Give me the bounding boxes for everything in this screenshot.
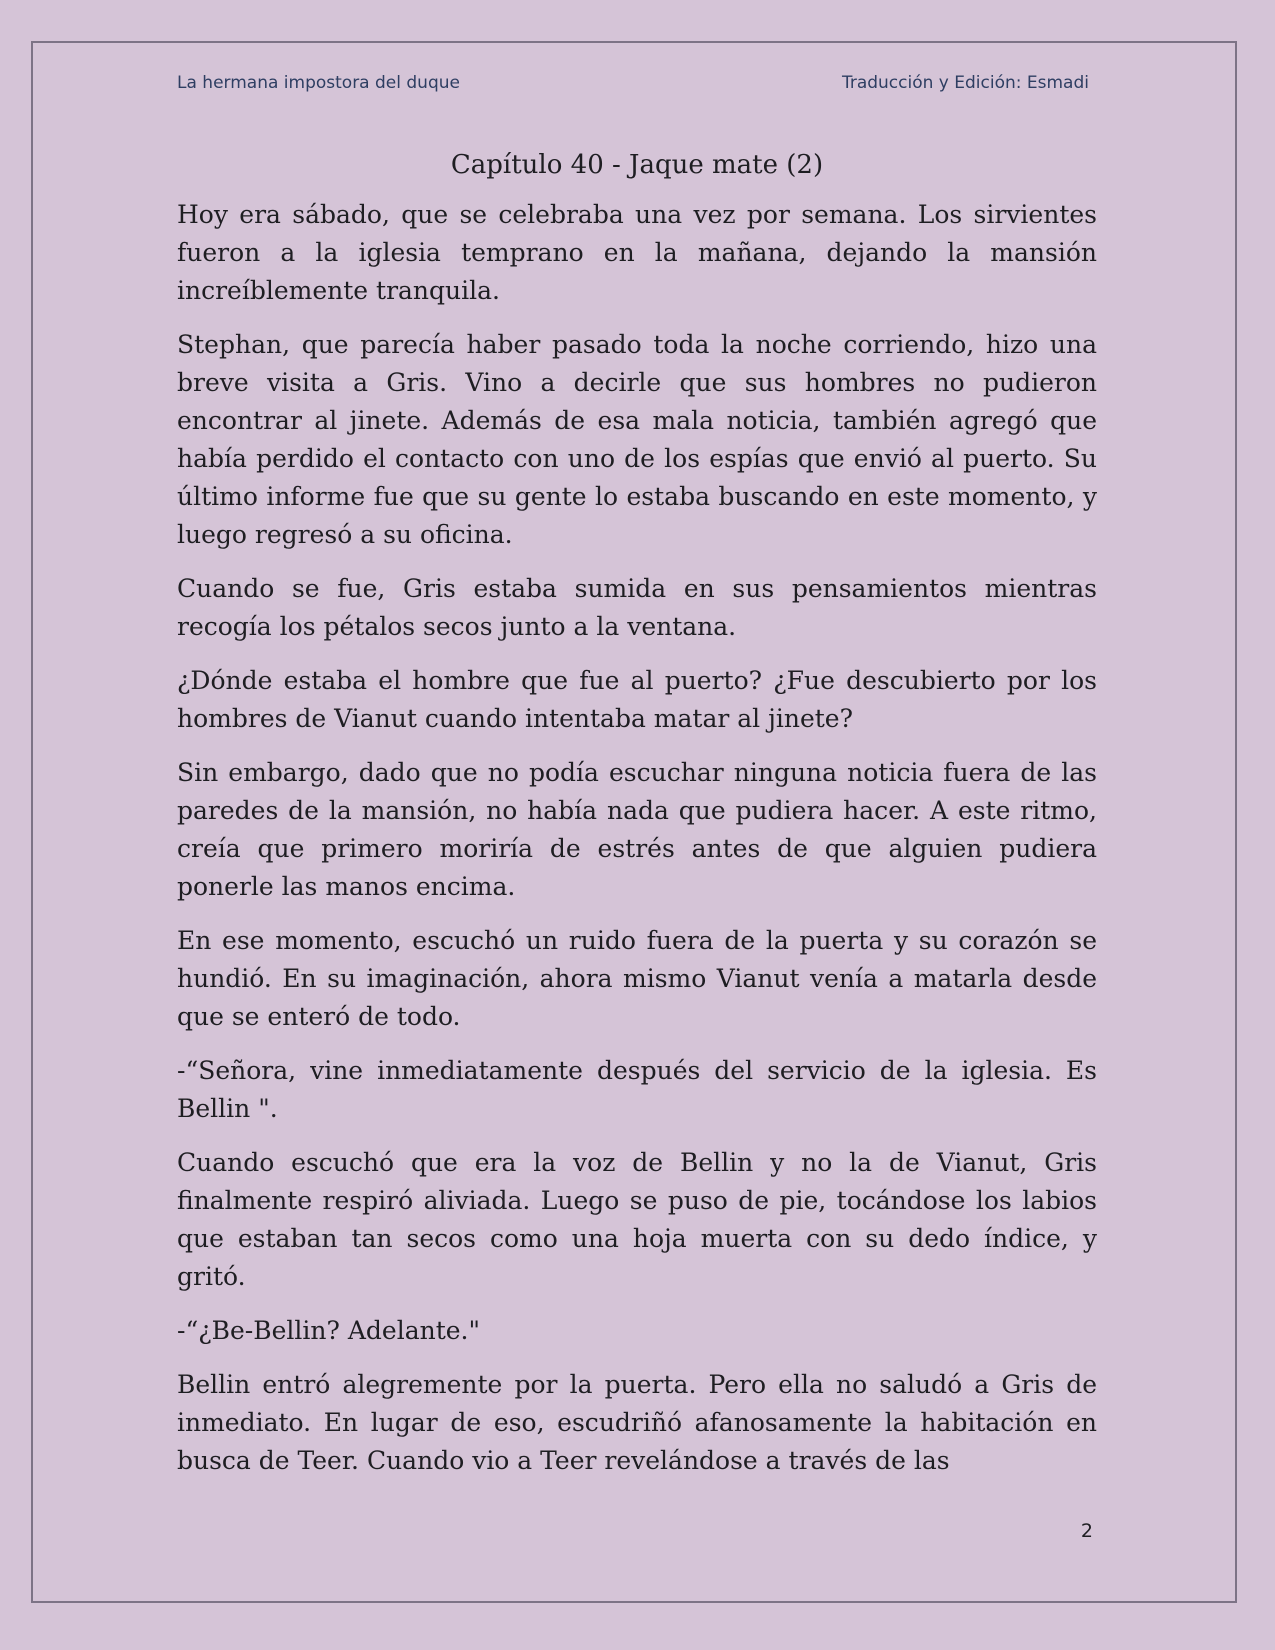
- page-header: [177, 73, 1089, 99]
- paragraph: -“Señora, vine inmediatamente después del servicio de la iglesia. Es Bellin ".: [177, 1056, 1097, 1123]
- paragraph: Bellin entró alegremente por la puerta. Pero ella no saludó a Gris de inmediato. En lugar de eso, escudriñó afanosamente la habitación en busca de Teer. Cuando vio a Teer revelándose a través de las: [177, 1370, 1097, 1475]
- translator-credit: Traducción y Edición: Esmadi: [841, 73, 1089, 93]
- paragraph: Sin embargo, dado que no podía escuchar ninguna noticia fuera de las paredes de la mansión, no había nada que pudiera hacer. A este ritmo, creía que primero moriría de estrés antes de que alguien pudiera ponerle las manos encima.: [177, 758, 1097, 901]
- paragraph: Hoy era sábado, que se celebraba una vez por semana. Los sirvientes fueron a la iglesia temprano en la mañana, dejando la mansión increíblemente tranquila.: [177, 200, 1097, 305]
- paragraph: Cuando se fue, Gris estaba sumida en sus pensamientos mientras recogía los pétalos secos junto a la ventana.: [177, 574, 1097, 641]
- paragraph: En ese momento, escuchó un ruido fuera de la puerta y su corazón se hundió. En su imaginación, ahora mismo Vianut venía a matarla desde que se enteró de todo.: [177, 926, 1097, 1031]
- paragraph: Cuando escuchó que era la voz de Bellin y no la de Vianut, Gris finalmente respiró aliviada. Luego se puso de pie, tocándose los labios que estaban tan secos como una hoja muerta con su dedo índice, y gritó.: [177, 1148, 1097, 1291]
- paragraph: -“¿Be-Bellin? Adelante.": [177, 1316, 480, 1345]
- chapter-title: Capítulo 40 - Jaque mate (2): [450, 150, 824, 180]
- paragraph: ¿Dónde estaba el hombre que fue al puerto? ¿Fue descubierto por los hombres de Vianut cuando intentaba matar al jinete?: [177, 666, 1097, 733]
- page-number: 2: [1080, 1520, 1093, 1542]
- document-body: [177, 146, 1097, 1496]
- paragraph: Stephan, que parecía haber pasado toda la noche corriendo, hizo una breve visita a Gris. Vino a decirle que sus hombres no pudieron encontrar al jinete. Además de esa mala noticia, también agregó que había perdido el contacto con uno de los espías que envió al puerto. Su último informe fue que su gente lo estaba buscando en este momento, y luego regresó a su oficina.: [177, 330, 1097, 549]
- book-title: La hermana impostora del duque: [177, 73, 460, 93]
